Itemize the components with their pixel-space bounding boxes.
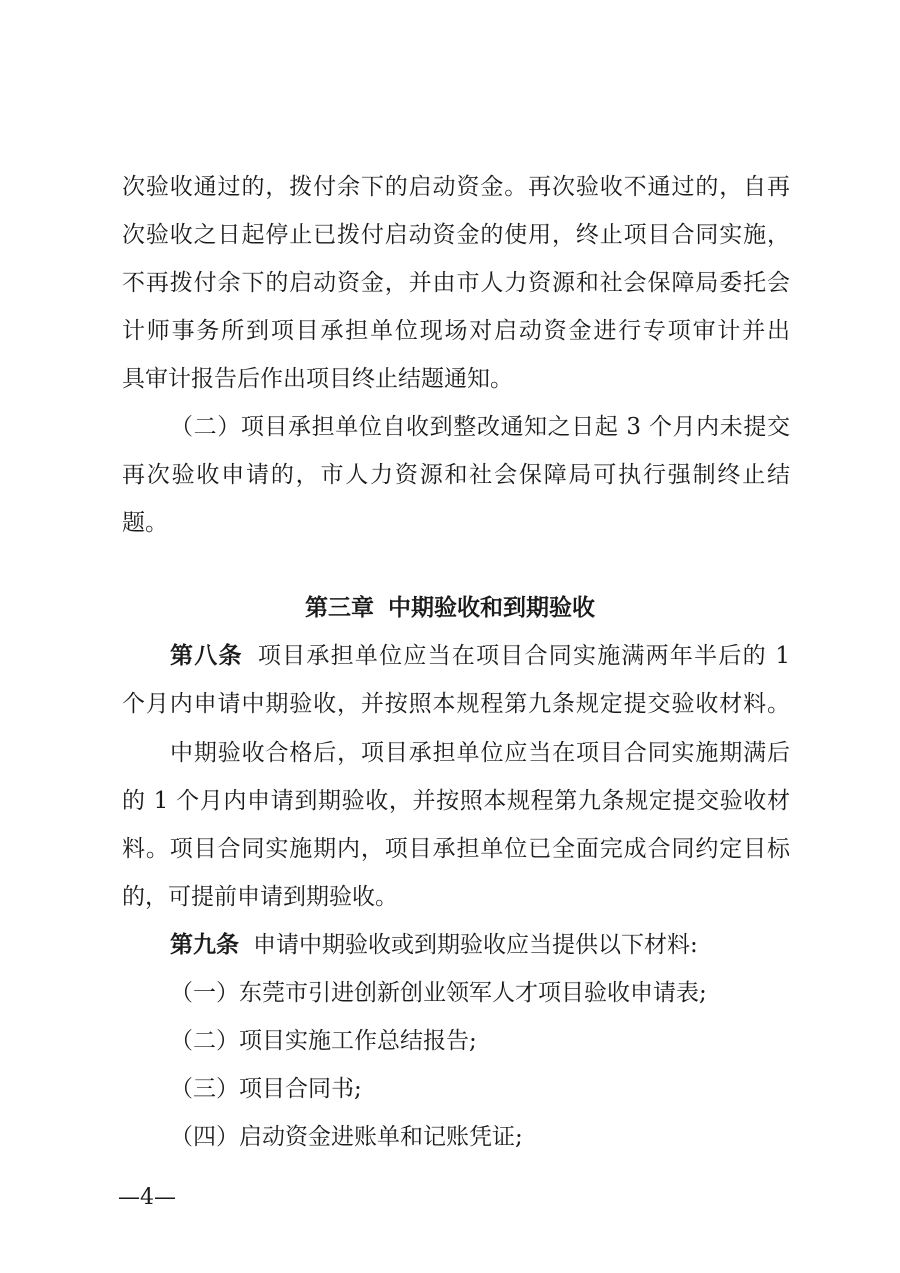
article-8-label: 第八条 <box>170 643 243 669</box>
materials-item: （三）项目合同书; <box>170 1076 362 1102</box>
paragraph-line: 次验收之日起停止已拨付启动资金的使用，终止项目合同实施， <box>122 222 790 248</box>
acceptance-line: 中期验收合格后，项目承担单位应当在项目合同实施期满后 <box>170 740 790 766</box>
item-2-line: （二）项目承担单位自收到整改通知之日起 3 个月内未提交 <box>170 414 790 440</box>
item-2-line: 题。 <box>122 510 168 536</box>
paragraph-line: 具审计报告后作出项目终止结题通知。 <box>122 366 513 392</box>
paragraph-line: 不再拨付余下的启动资金，并由市人力资源和社会保障局委托会 <box>122 270 790 296</box>
acceptance-line: 料。项目合同实施期内，项目承担单位已全面完成合同约定目标 <box>122 836 790 862</box>
article-9-line <box>170 930 790 960</box>
paragraph-line: 计师事务所到项目承担单位现场对启动资金进行专项审计并出 <box>122 318 790 344</box>
chapter-title: 中期验收和到期验收 <box>388 595 595 621</box>
materials-item: （四）启动资金进账单和记账凭证; <box>170 1124 523 1150</box>
materials-item: （一）东莞市引进创新创业领军人才项目验收申请表; <box>170 980 707 1006</box>
paragraph-line: 次验收通过的，拨付余下的启动资金。再次验收不通过的，自再 <box>122 174 790 200</box>
article-9-text: 申请中期验收或到期验收应当提供以下材料: <box>253 932 698 958</box>
item-2-line: 再次验收申请的，市人力资源和社会保障局可执行强制终止结 <box>122 462 790 488</box>
chapter-heading <box>0 593 900 623</box>
chapter-number: 第三章 <box>305 595 374 621</box>
materials-item: （二）项目实施工作总结报告; <box>170 1028 477 1054</box>
acceptance-line: 的 1 个月内申请到期验收，并按照本规程第九条规定提交验收材 <box>122 788 790 814</box>
article-9-label: 第九条 <box>170 932 239 958</box>
acceptance-line: 的，可提前申请到期验收。 <box>122 884 398 910</box>
article-8-text: 项目承担单位应当在项目合同实施满两年半后的 1 <box>256 643 790 669</box>
article-8-line: 个月内申请中期验收，并按照本规程第九条规定提交验收材料。 <box>122 691 790 717</box>
article-8-line <box>170 641 790 671</box>
page-number: —4— <box>118 1185 176 1210</box>
